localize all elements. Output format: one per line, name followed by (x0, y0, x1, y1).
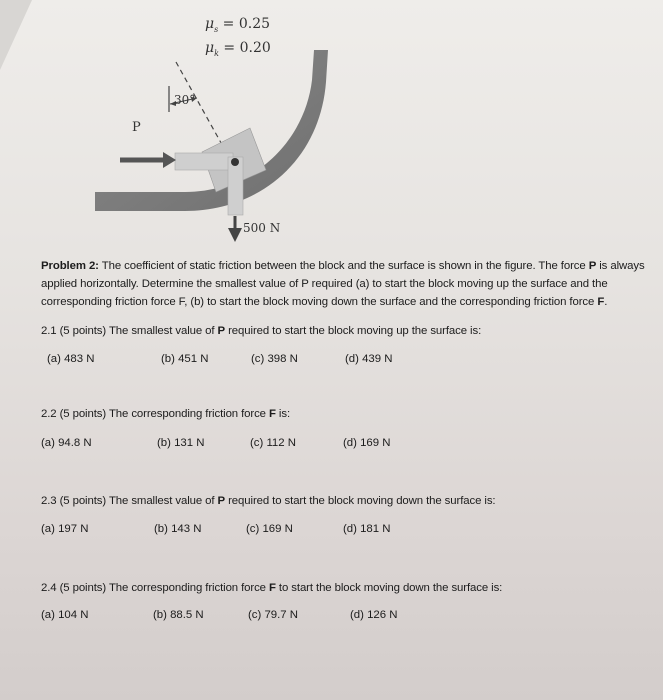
question-2-2: 2.2 (5 points) The corresponding friction force F is: (41, 408, 291, 420)
problem-figure (90, 16, 350, 245)
q2-3-choice-b: (b) 143 N (154, 523, 202, 535)
q2-2-choice-d: (d) 169 N (343, 437, 391, 449)
kinetic-friction-coefficient: $\mu_k = 0.20$ (205, 40, 271, 58)
angle-label: 30° (174, 93, 196, 107)
q2-4-choice-c: (c) 79.7 N (248, 609, 299, 621)
problem-label: Problem 2: (41, 260, 99, 272)
question-2-3: 2.3 (5 points) The smallest value of P required to start the block moving down the surface is: (41, 495, 496, 507)
pin (231, 158, 239, 166)
q2-2-choice-c: (c) 112 N (250, 437, 296, 449)
q2-4-choice-d: (d) 126 N (350, 609, 398, 621)
q2-3-choice-c: (c) 169 N (246, 523, 293, 535)
q2-1-choice-a: (a) 483 N (47, 353, 95, 365)
weight-label: 500 N (243, 221, 281, 235)
question-2-4: 2.4 (5 points) The corresponding friction force F to start the block moving down the surface is: (41, 582, 503, 594)
horizontal-arm (175, 153, 233, 170)
problem-statement: Problem 2: The coefficient of static friction between the block and the surface is shown in the figure. The force P is always applied horizontally. Determine the smallest value of P required (a) to start the block moving up the surface and the corresponding friction force F, (b) to start the block moving down the surface and the corresponding friction force F. (41, 260, 645, 308)
q2-2-choice-a: (a) 94.8 N (41, 437, 92, 449)
q2-4-choice-b: (b) 88.5 N (153, 609, 204, 621)
q2-1-choice-c: (c) 398 N (251, 353, 298, 365)
page-corner-shadow (0, 0, 32, 70)
curved-surface (95, 50, 328, 211)
q2-1-choice-b: (b) 451 N (161, 353, 209, 365)
static-friction-coefficient: $\mu_s = 0.25$ (205, 16, 271, 34)
q2-3-choice-a: (a) 197 N (41, 523, 89, 535)
q2-1-choice-d: (d) 439 N (345, 353, 393, 365)
q2-3-choice-d: (d) 181 N (343, 523, 391, 535)
force-p-label: P (132, 120, 141, 135)
question-2-1: 2.1 (5 points) The smallest value of P required to start the block moving up the surface is: (41, 325, 482, 337)
q2-2-choice-b: (b) 131 N (157, 437, 205, 449)
q2-4-choice-a: (a) 104 N (41, 609, 89, 621)
